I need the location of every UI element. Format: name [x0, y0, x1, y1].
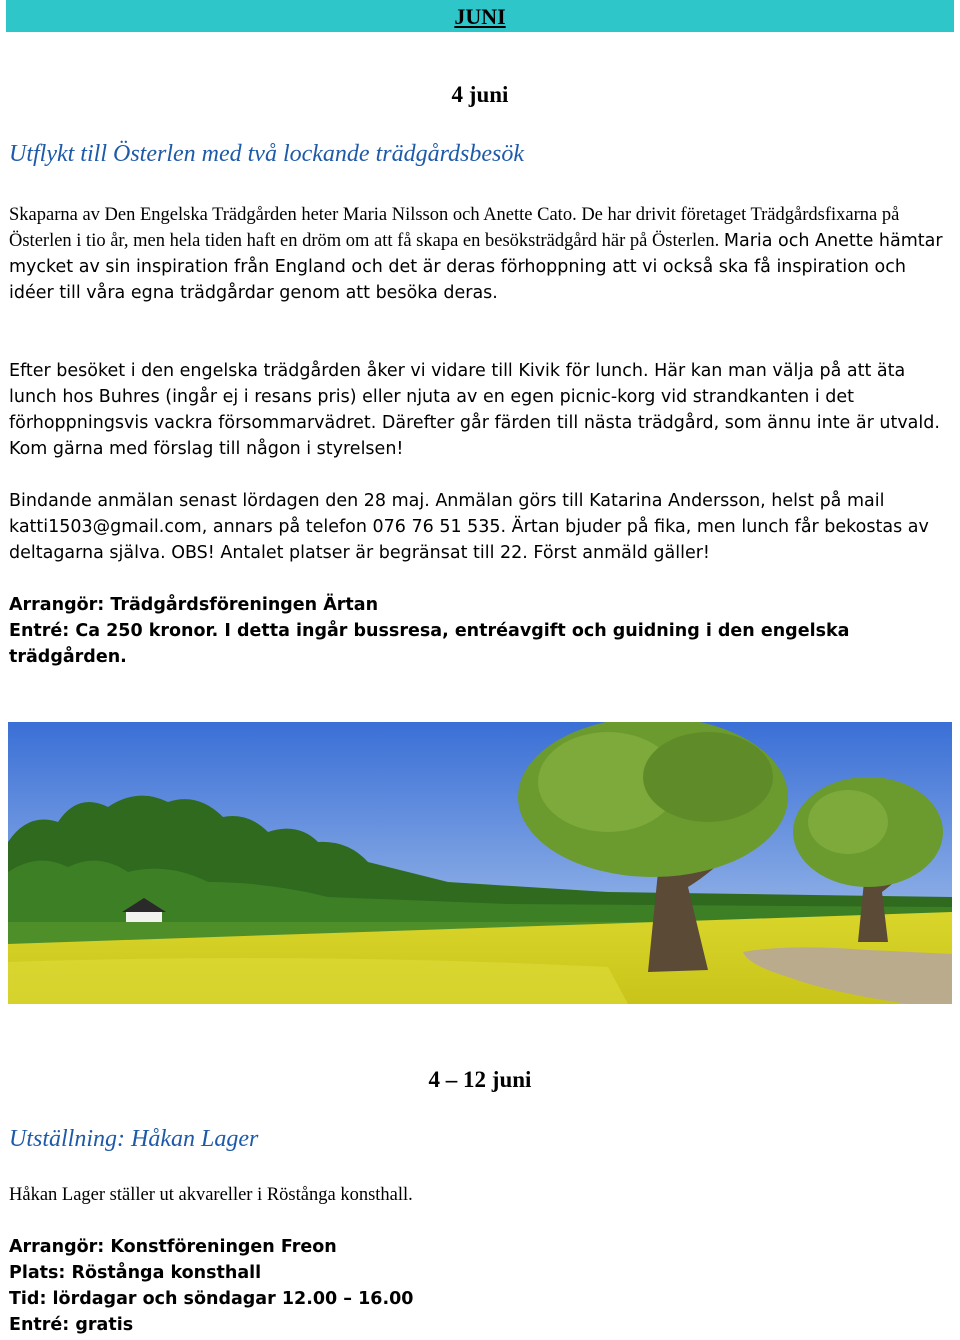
event-description: Håkan Lager ställer ut akvareller i Röstånga konsthall.: [9, 1185, 413, 1205]
time-line: Tid: lördagar och söndagar 12.00 – 16.00: [9, 1289, 414, 1309]
landscape-photo: [8, 722, 952, 1004]
intro-text: Skaparna av Den Engelska Trädgården heter Maria Nilsson och Anette Cato. De har drivit företaget Trädgårdsfixarna på Österlen i tio år, men hela tiden haft en dröm om att få skapa en besöksträdgård här på Österlen.: [9, 205, 900, 251]
registration-text-b: , annars på telefon 076 76 51 535. Ärtan bjuder på fika, men lunch får bekostas av deltagarna själva. OBS! Antalet platser är begränsat till 22. Först anmäld gäller!: [9, 517, 929, 563]
event-details: [9, 1234, 955, 1338]
inspiration-text: Maria och Anette hämtar mycket av sin inspiration från England och det är deras förhoppning att vi också ska få inspiration och idéer till våra egna trädgårdar genom att besöka deras.: [9, 231, 943, 303]
entry-line: Entré: gratis: [9, 1315, 134, 1335]
entry-line: Entré: Ca 250 kronor. I detta ingår bussresa, entréavgift och guidning i den engelska trädgården.: [9, 621, 850, 667]
event-date: 4 juni: [451, 82, 509, 107]
organizer-line: Arrangör: Trädgårdsföreningen Ärtan: [9, 595, 379, 615]
place-line: Plats: Röstånga konsthall: [9, 1263, 262, 1283]
event-intro-paragraph: [9, 202, 955, 306]
registration-paragraph: [9, 488, 955, 566]
event-title: Utflykt till Österlen med två lockande trädgårdsbesök: [9, 141, 525, 167]
registration-text-a: Bindande anmälan senast lördagen den 28 maj. Anmälan görs till Katarina Andersson, helst på mail katti1503@gmail.com: [9, 491, 885, 537]
event-details: [9, 592, 955, 670]
event-title: Utställning: Håkan Lager: [9, 1126, 259, 1152]
event-date: 4 – 12 juni: [428, 1067, 532, 1092]
lunch-paragraph: Efter besöket i den engelska trädgården åker vi vidare till Kivik för lunch. Här kan man välja på att äta lunch hos Buhres (ingår ej i resans pris) eller njuta av en egen picnic-korg vid strandkanten i det förhoppningsvis vackra försommarvädret. Därefter går färden till nästa trädgård, som ännu inte är utvald. Kom gärna med förslag till någon i styrelsen!: [9, 361, 940, 459]
month-header: JUNI: [6, 0, 954, 32]
organizer-line: Arrangör: Konstföreningen Freon: [9, 1237, 337, 1257]
